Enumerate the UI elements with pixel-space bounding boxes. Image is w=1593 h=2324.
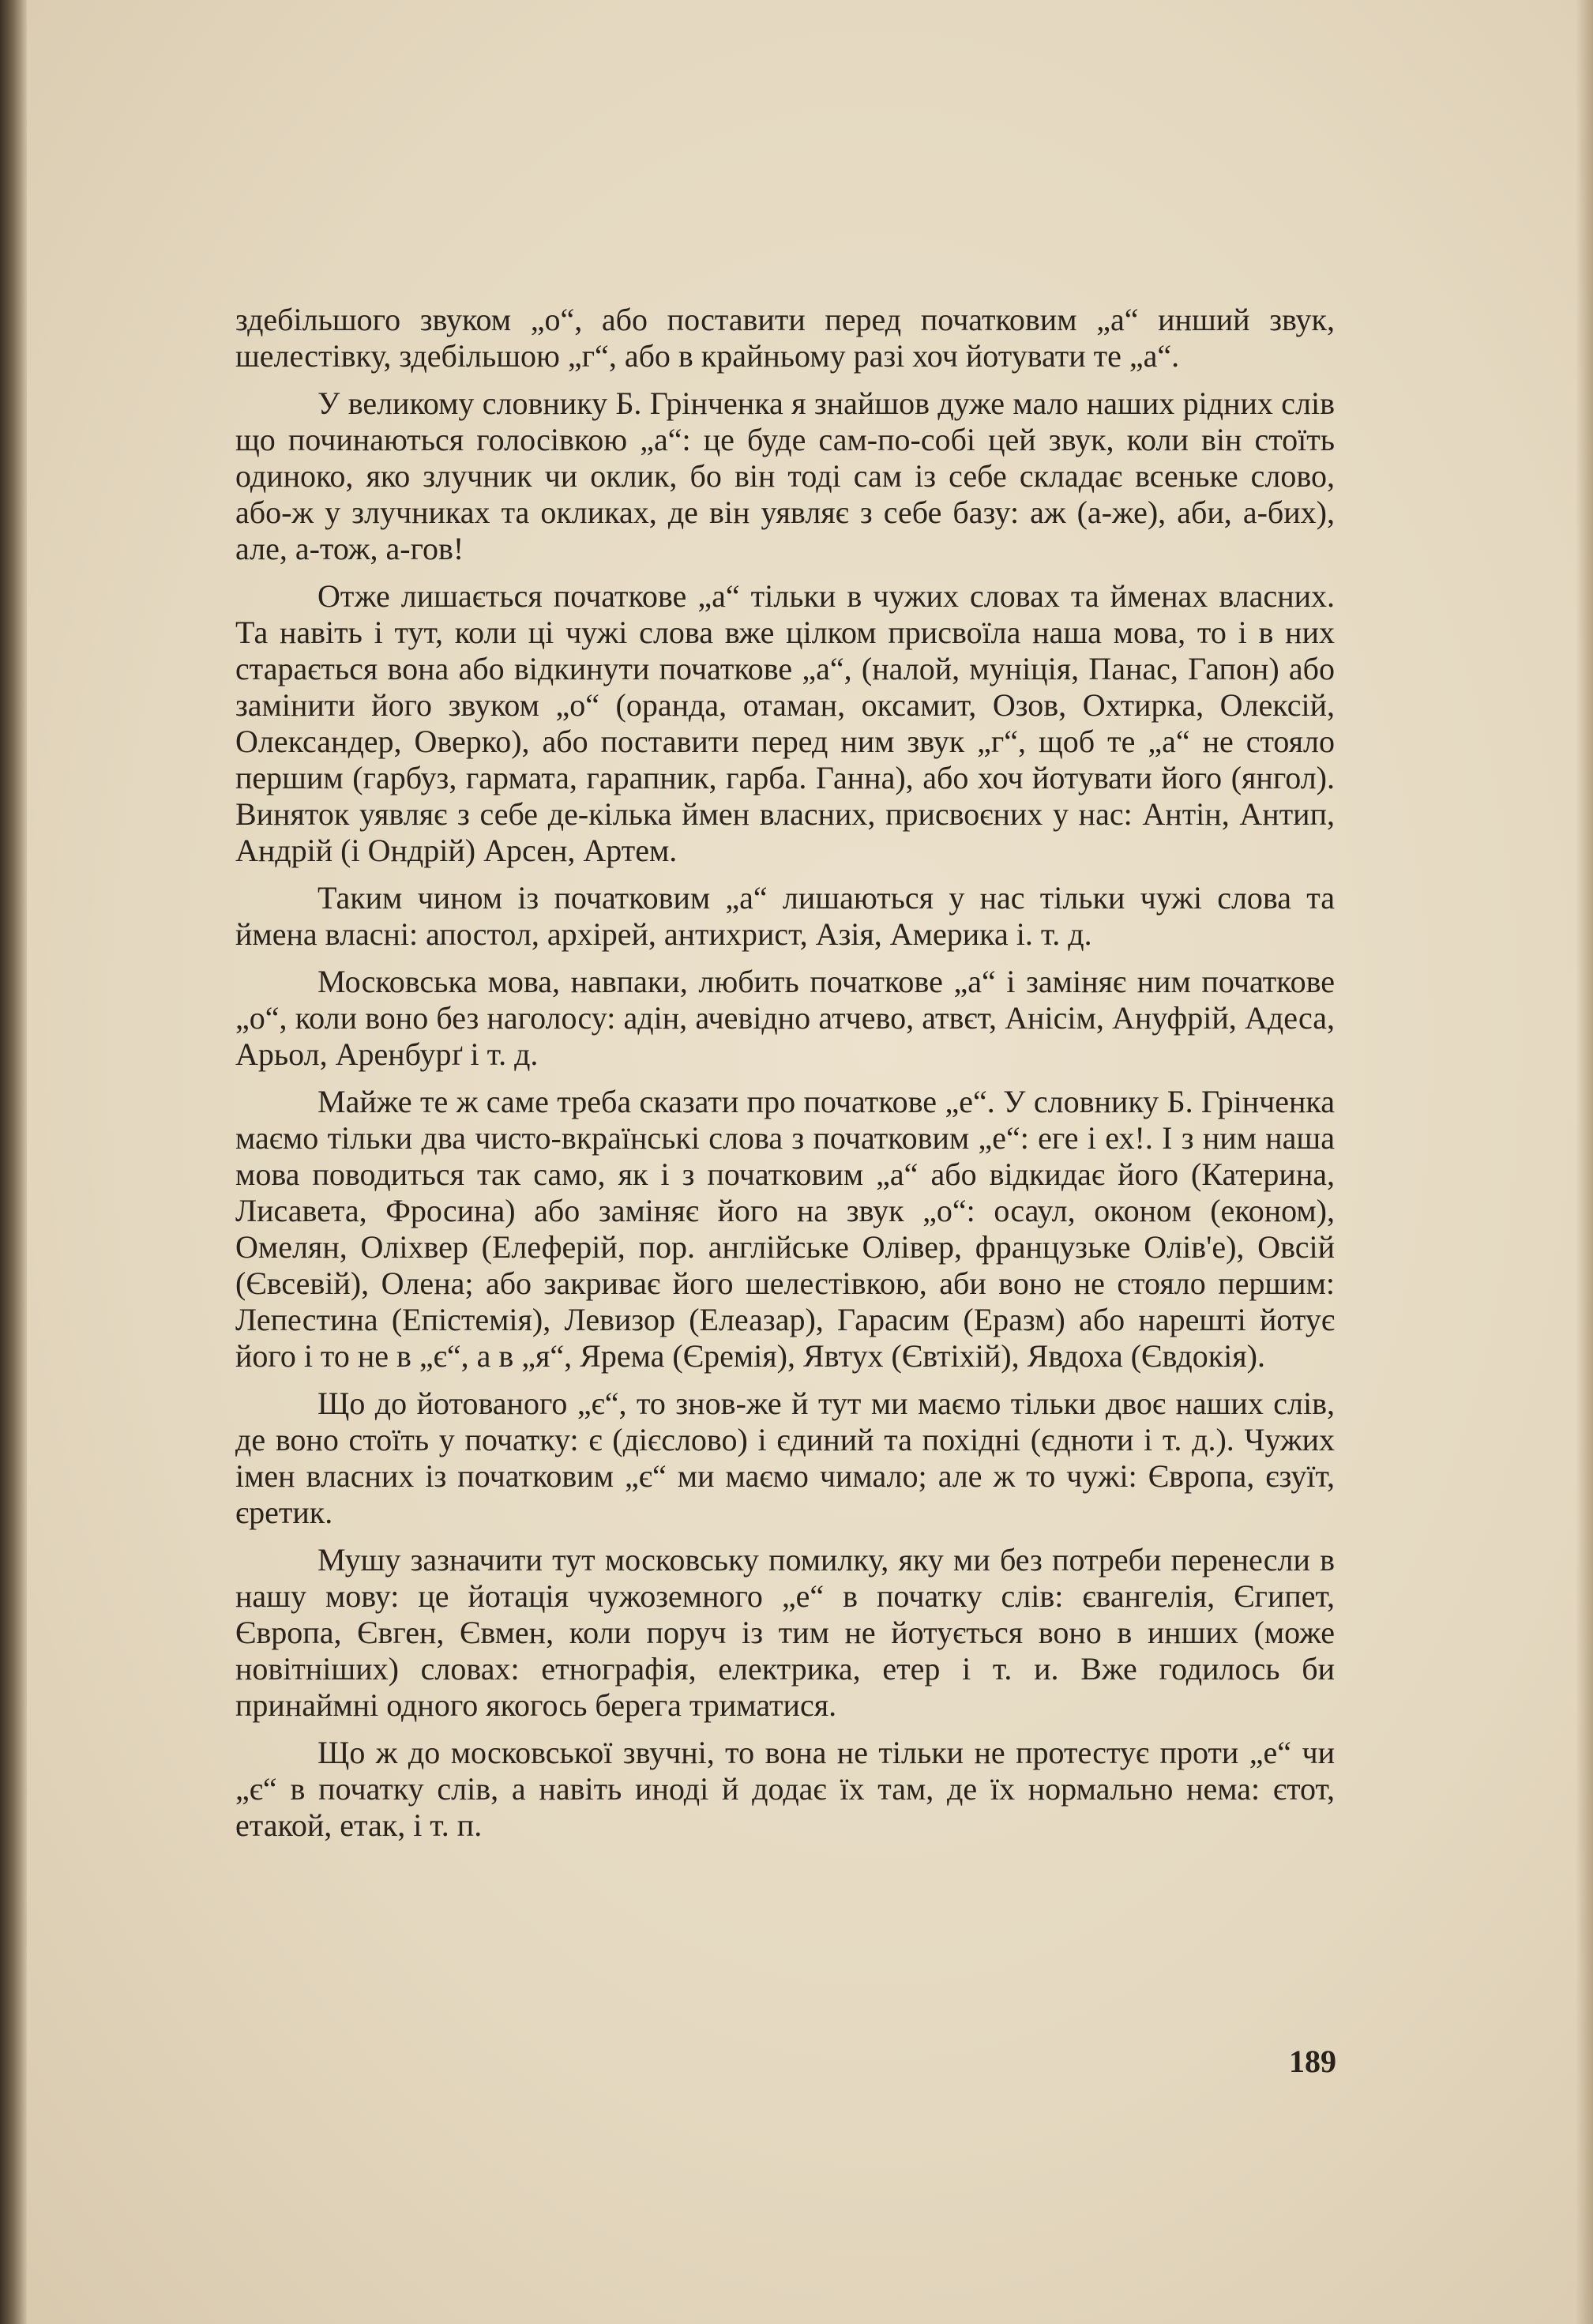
- paragraph: Московська мова, навпаки, любить початкове „а“ і заміняє ним початкове „о“, коли воно без наголосу: адін, ачевідно атчево, атвєт, Анісім, Ануфрій, Адеса, Арьол, Аренбурґ і т. д.: [235, 964, 1335, 1072]
- paragraph: здебільшого звуком „о“, або поставити перед початковим „а“ инший звук, шелестівку, здебільшою „г“, або в крайньому разі хоч йотувати те „а“.: [235, 302, 1335, 374]
- paragraph: У великому словнику Б. Грінченка я знайшов дуже мало наших рідних слів що починаються голосівкою „а“: це буде сам-по-собі цей звук, коли він стоїть одиноко, яко злучник чи оклик, бо він тоді сам із себе складає всеньке слово, або-ж у злучниках та окликах, де він уявляє з себе базу: аж (а-же), аби, а-бих), але, а-тож, а-гов!: [235, 385, 1335, 566]
- paragraph: Мушу зазначити тут московську помилку, яку ми без потреби перенесли в нашу мову: це йотація чужоземного „е“ в початку слів: євангелія, Єгипет, Європа, Євген, Євмен, коли поруч із тим не йотується воно в инших (може новітніших) словах: етнографія, електрика, етер і т. и. Вже годилось би принаймні одного якогось берега триматися.: [235, 1542, 1335, 1723]
- paragraph: Що ж до московської звучні, то вона не тільки не протестує проти „е“ чи „є“ в початку слів, а навіть иноді й додає їх там, де їх нормально нема: єтот, етакой, етак, і т. п.: [235, 1735, 1335, 1843]
- paragraph: Що до йотованого „є“, то знов-же й тут ми маємо тільки двоє наших слів, де воно стоїть у початку: є (дієслово) і єдиний та похідні (єдноти і т. д.). Чужих імен власних із початковим „є“ ми маємо чимало; але ж то чужі: Європа, єзуїт, єретик.: [235, 1386, 1335, 1530]
- paragraph: Таким чином із початковим „а“ лишаються у нас тільки чужі слова та ймена власні: апостол, архірей, антихрист, Азія, Америка і. т. д.: [235, 880, 1335, 952]
- page-binding-shadow: [0, 0, 27, 2324]
- body-text: [235, 302, 1335, 1855]
- paragraph: Отже лишається початкове „а“ тільки в чужих словах та йменах власних. Та навіть і тут, коли ці чужі слова вже цілком присвоїла наша мова, то і в них старається вона або відкинути початкове „а“, (налой, муніція, Панас, Гапон) або замінити його звуком „о“ (оранда, отаман, оксамит, Озов, Охтирка, Олексій, Олександер, Оверко), або поставити перед ним звук „г“, щоб те „а“ не стояло першим (гарбуз, гармата, гарапник, гарба. Ганна), або хоч йотувати його (янгол). Виняток уявляє з себе де-кілька ймен власних, присвоєних у нас: Антін, Антип, Андрій (і Ондрій) Арсен, Артем.: [235, 578, 1335, 868]
- paragraph: Майже те ж саме треба сказати про початкове „е“. У словнику Б. Грінченка маємо тільки два чисто-вкраїнські слова з початковим „е“: еге і ех!. І з ним наша мова поводиться так само, як і з початковим „а“ або відкидає його (Катерина, Лисавета, Фросина) або заміняє його на звук „о“: осаул, оконом (економ), Омелян, Оліхвер (Елеферій, пор. англійське Олівер, французьке Олів'е), Овсій (Євсевій), Олена; або закриває його шелестівкою, аби воно не стояло першим: Лепестина (Епістемія), Левизор (Елеазар), Гарасим (Еразм) або нарешті йотує його і то не в „є“, а в „я“, Ярема (Єремія), Явтух (Євтіхій), Явдоха (Євдокія).: [235, 1084, 1335, 1374]
- page-right-edge: [1576, 0, 1593, 2324]
- page-number: 189: [1289, 2044, 1336, 2079]
